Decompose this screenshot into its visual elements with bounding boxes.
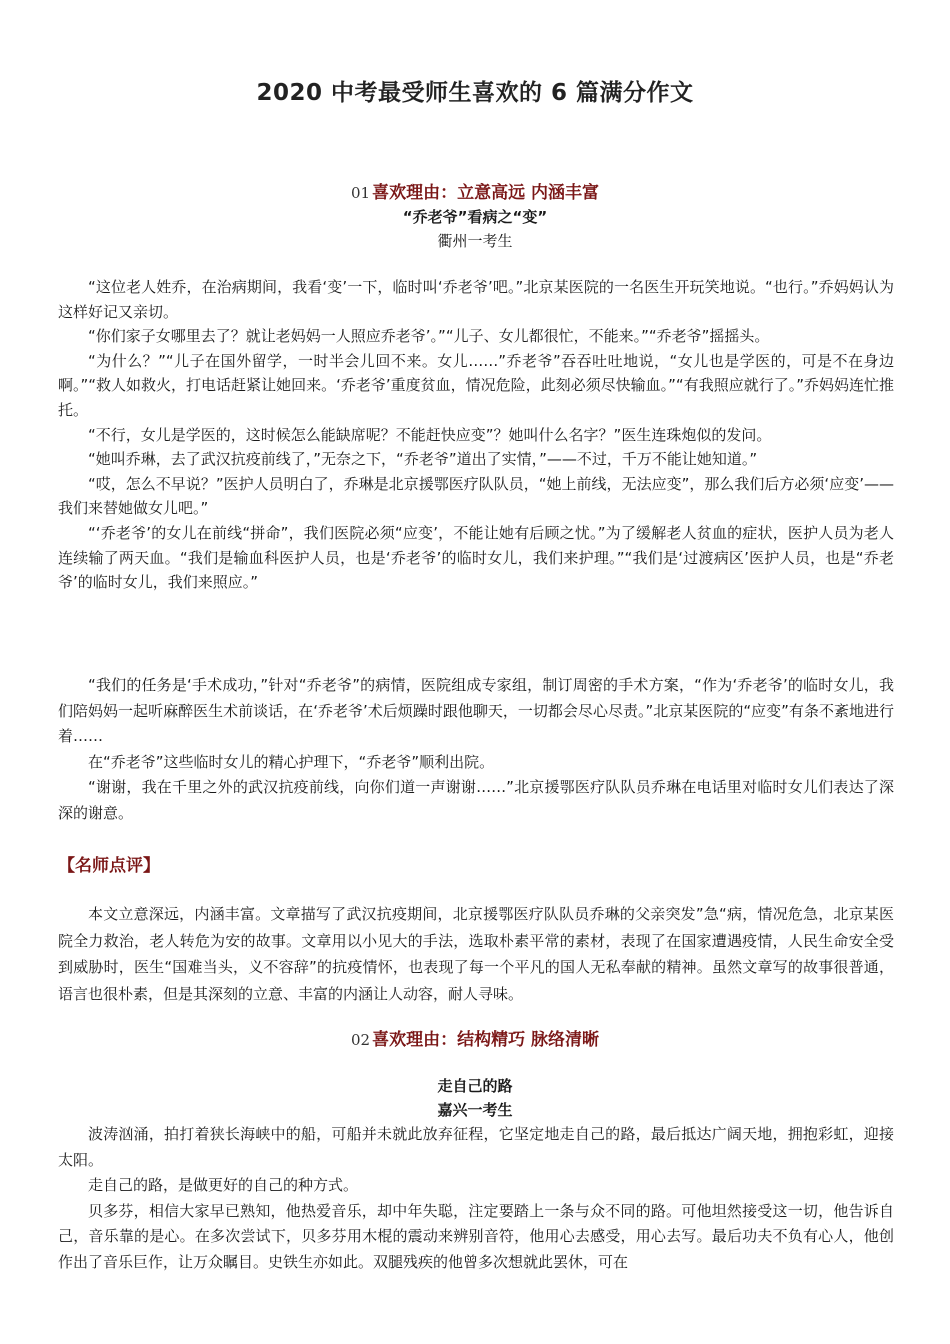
paragraph: 波涛汹涌，拍打着狭长海峡中的船，可船并未就此放弃征程，它坚定地走自己的路，最后抵达广阔天地，拥抱彩虹，迎接太阳。 — [58, 1125, 894, 1169]
essay2-author: 嘉兴一考生 — [437, 1101, 513, 1119]
document-title: 2020 中考最受师生喜欢的 6 篇满分作文 — [256, 80, 694, 106]
comment-paragraph: 本文立意深远，内涵丰富。文章描写了武汉抗疫期间，北京援鄂医疗队队员乔琳的父亲突发”急“病，情况危急，北京某医院全力救治，老人转危为安的故事。文章用以小见大的手法，选取朴素平常的素材，表现了在国家遭遇疫情，人民生命安全受到威胁时，医生“国难当头，义不容辞”的抗疫情怀，也表现了每一个平凡的国人无私奉献的精神。虽然文章写的故事很普通，语言也很朴素，但是其深刻的立意、丰富的内涵让人动容，耐人寻味。 — [58, 905, 894, 1003]
paragraph: “哎，怎么不早说？”医护人员明白了，乔琳是北京援鄂医疗队队员，“她上前线，无法应变”，那么我们后方必须‘应变’——我们来替她做女儿吧。” — [58, 474, 894, 518]
essay1-title: “乔老爷”看病之“变” — [402, 208, 548, 226]
paragraph: “你们家子女哪里去了？就让老妈妈一人照应乔老爷’。”“儿子、女儿都很忙，不能来。”“乔老爷”摇摇头。 — [88, 327, 770, 346]
paragraph: “为什么？”“儿子在国外留学，一时半会儿回不来。女儿……”乔老爷”吞吞吐吐地说，“女儿也是学医的，可是不在身边啊。”“救人如救火，打电话赶紧让她回来。‘乔老爷’重度贫血，情况危险，此刻必须尽快输血。”“有我照应就行了。”乔妈妈连忙推托。 — [58, 351, 894, 419]
paragraph: “‘乔老爷’的女儿在前线“拼命”，我们医院必须“应变’，不能让她有后顾之忧。”为了缓解老人贫血的症状，医护人员为老人连续输了两天血。“我们是输血科医护人员，也是‘乔老爷’的临时女儿，我们来护理。”“我们是‘过渡病区’医护人员，也是“乔老爷’的临时女儿，我们来照应。” — [58, 523, 894, 592]
paragraph: “这位老人姓乔，在治病期间，我看‘变’一下，临时叫‘乔老爷’吧。”北京某医院的一名医生开玩笑地说。“也行。”乔妈妈认为这样好记又亲切。 — [58, 278, 894, 321]
essay2-number: 02 — [350, 1031, 371, 1049]
teacher-comment-heading: 【名师点评】 — [58, 856, 160, 876]
paragraph: 走自己的路，是做更好的自己的种方式。 — [88, 1176, 359, 1194]
paragraph: “我们的任务是‘手术成功，”针对“乔老爷”的病情，医院组成专家组，制订周密的手术方案，“作为‘乔老爷’的临时女儿，我们陪妈妈一起听麻醉医生术前谈话，在‘乔老爷’术后烦躁时跟他聊天，一切都会尽心尽责。”北京某医院的“应变”有条不紊地进行着…… — [58, 676, 894, 745]
essay1-reason: 喜欢理由：立意高远 内涵丰富 — [372, 183, 599, 203]
essay2-reason-heading — [0, 1025, 950, 1050]
essay2-title: 走自己的路 — [437, 1077, 513, 1095]
paragraph: “谢谢，我在千里之外的武汉抗疫前线，向你们道一声谢谢……”北京援鄂医疗队队员乔琳在电话里对临时女儿们表达了深深的谢意。 — [58, 778, 894, 822]
essay2-body — [58, 1122, 894, 1275]
paragraph: 在“乔老爷”这些临时女儿的精心护理下，“乔老爷”顺利出院。 — [88, 752, 495, 771]
essay1-body-part-a — [58, 275, 894, 595]
paragraph: “不行，女儿是学医的，这时候怎么能缺席呢？不能赶快应变”？她叫什么名字？”医生连珠炮似的发问。 — [88, 425, 772, 444]
essay1-reason-heading — [0, 178, 950, 203]
essay1-number: 01 — [350, 184, 371, 202]
paragraph: 贝多芬，相信大家早已熟知，他热爱音乐，却中年失聪，注定要踏上一条与众不同的路。可他坦然接受这一切，他告诉自己，音乐靠的是心。在多次尝试下，贝多芬用木棍的震动来辨别音符，他用心去感受，用心去写。最后功夫不负有心人，他创作出了音乐巨作，让万众瞩目。史铁生亦如此。双腿残疾的他曾多次想就此罢休，可在 — [58, 1201, 894, 1271]
teacher-comment — [58, 901, 894, 1007]
essay1-body-part-b — [58, 673, 894, 826]
paragraph: “她叫乔琳，去了武汉抗疫前线了，”无奈之下，“乔老爷”道出了实情，”——不过，千万不能让她知道。” — [88, 450, 758, 469]
essay1-author: 衢州一考生 — [437, 232, 513, 250]
essay2-reason: 喜欢理由：结构精巧 脉络清晰 — [372, 1030, 599, 1050]
